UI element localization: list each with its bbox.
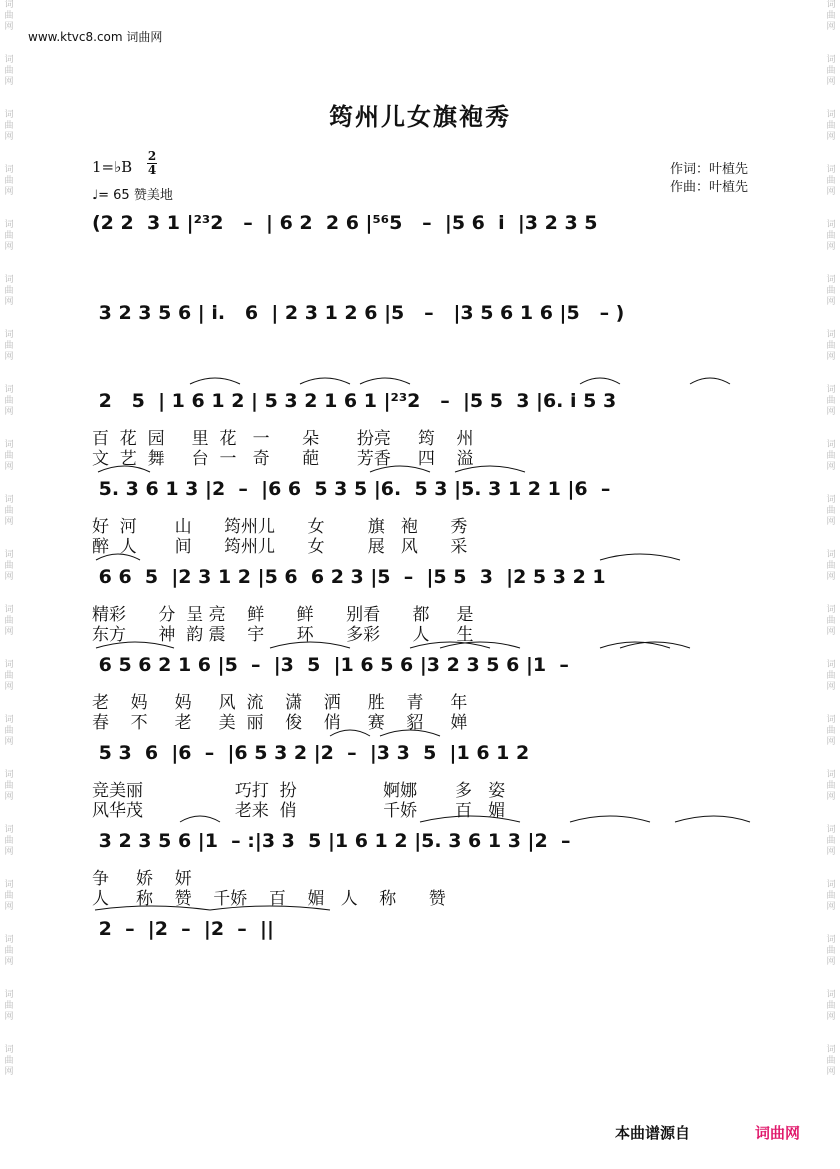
footer-source: 本曲谱源自 (614, 1124, 690, 1142)
lyric-verse-2: 人 称 赞 千娇 百 媚 人 称 赞 (92, 889, 446, 909)
lyric-verse-1: 争 娇 妍 (92, 869, 192, 889)
site-url[interactable]: www.ktvc8.com 词曲网 (28, 30, 163, 44)
lyric-verse-2: 文 艺 舞 台 一 奇 葩 芳香 四 溢 (92, 449, 474, 469)
lyric-verse-2: 春 不 老 美 丽 俊 俏 赛 貂 婵 (92, 713, 468, 733)
notes-line: 6 6 5 |2 3 1 2 |5 6 6 2 3 |5 – |5 5 3 |2 5 3 2 1 (92, 566, 613, 588)
lyric-verse-2: 醉 人 间 筠州儿 女 展 风 采 (92, 537, 468, 557)
composer: 作曲：叶植先 (669, 180, 748, 195)
lyric-verse-1: 精彩 分 呈 亮 鲜 鲜 别看 都 是 (92, 605, 474, 625)
lyric-verse-1: 竞美丽 巧打 扮 婀娜 多 姿 (92, 781, 506, 801)
time-bottom: 4 (147, 163, 157, 177)
lyric-verse-1: 老 妈 妈 风 流 潇 洒 胜 青 年 (92, 693, 468, 713)
notes-line: 2 – |2 – |2 – || (92, 918, 274, 940)
lyric-verse-1: 百 花 园 里 花 一 朵 扮亮 筠 州 (92, 429, 474, 449)
watermark-left: 词 曲 网 词 曲 网 词 曲 网 词 曲 网 词 曲 网 词 曲 网 词 曲 网 词 曲 网 词 曲 网 词 曲 网 词 曲 网 词 曲 网 词 曲 网 词 曲 网 词 曲 网 词 曲 网 词 曲 网 词 曲 网 词 曲 网 词 曲 网 (4, 0, 14, 1077)
watermark-right: 词 曲 网 词 曲 网 词 曲 网 词 曲 网 词 曲 网 词 曲 网 词 曲 网 词 曲 网 词 曲 网 词 曲 网 词 曲 网 词 曲 网 词 曲 网 词 曲 网 词 曲 网 词 曲 网 词 曲 网 词 曲 网 词 曲 网 词 曲 网 (826, 0, 836, 1077)
notes-line: 5. 3 6 1 3 |2 – |6 6 5 3 5 |6. 5 3 |5. 3 1 2 1 |6 – (92, 478, 617, 500)
page-title: 筠州儿女旗袍秀 (329, 103, 511, 131)
notes-line: 2 5 | 1 6 1 2 | 5 3 2 1 6 1 |²³2 – |5 5 3 |6. i 5 3 (92, 390, 623, 412)
notes-line: 3 2 3 5 6 | i. 6 | 2 3 1 2 6 |5 – |3 5 6 1 6 |5 – ) (92, 302, 631, 324)
lyricist: 作词：叶植先 (669, 162, 748, 177)
footer-brand[interactable]: 词曲网 (754, 1124, 800, 1142)
tempo-marking: ♩= 65 赞美地 (92, 188, 173, 203)
time-top: 2 (147, 149, 157, 163)
notes-line: 6 5 6 2 1 6 |5 – |3 5 |1 6 5 6 |3 2 3 5 6 |1 – (92, 654, 576, 676)
key-signature: 1=♭B (92, 158, 133, 176)
notes-line: (2 2 3 1 |²³2 – | 6 2 2 6 |⁵⁶5 – |5 6 i |3 2 3 5 (92, 212, 605, 234)
notes-line: 3 2 3 5 6 |1 – :|3 3 5 |1 6 1 2 |5. 3 6 1 3 |2 – (92, 830, 578, 852)
notes-line: 5 3 6 |6 – |6 5 3 2 |2 – |3 3 5 |1 6 1 2 (92, 742, 536, 764)
lyric-verse-1: 好 河 山 筠州儿 女 旗 袍 秀 (92, 517, 468, 537)
lyric-verse-2: 风华茂 老来 俏 千娇 百 媚 (92, 801, 506, 821)
lyric-verse-2: 东方 神 韵 震 宇 环 多彩 人 生 (92, 625, 474, 645)
